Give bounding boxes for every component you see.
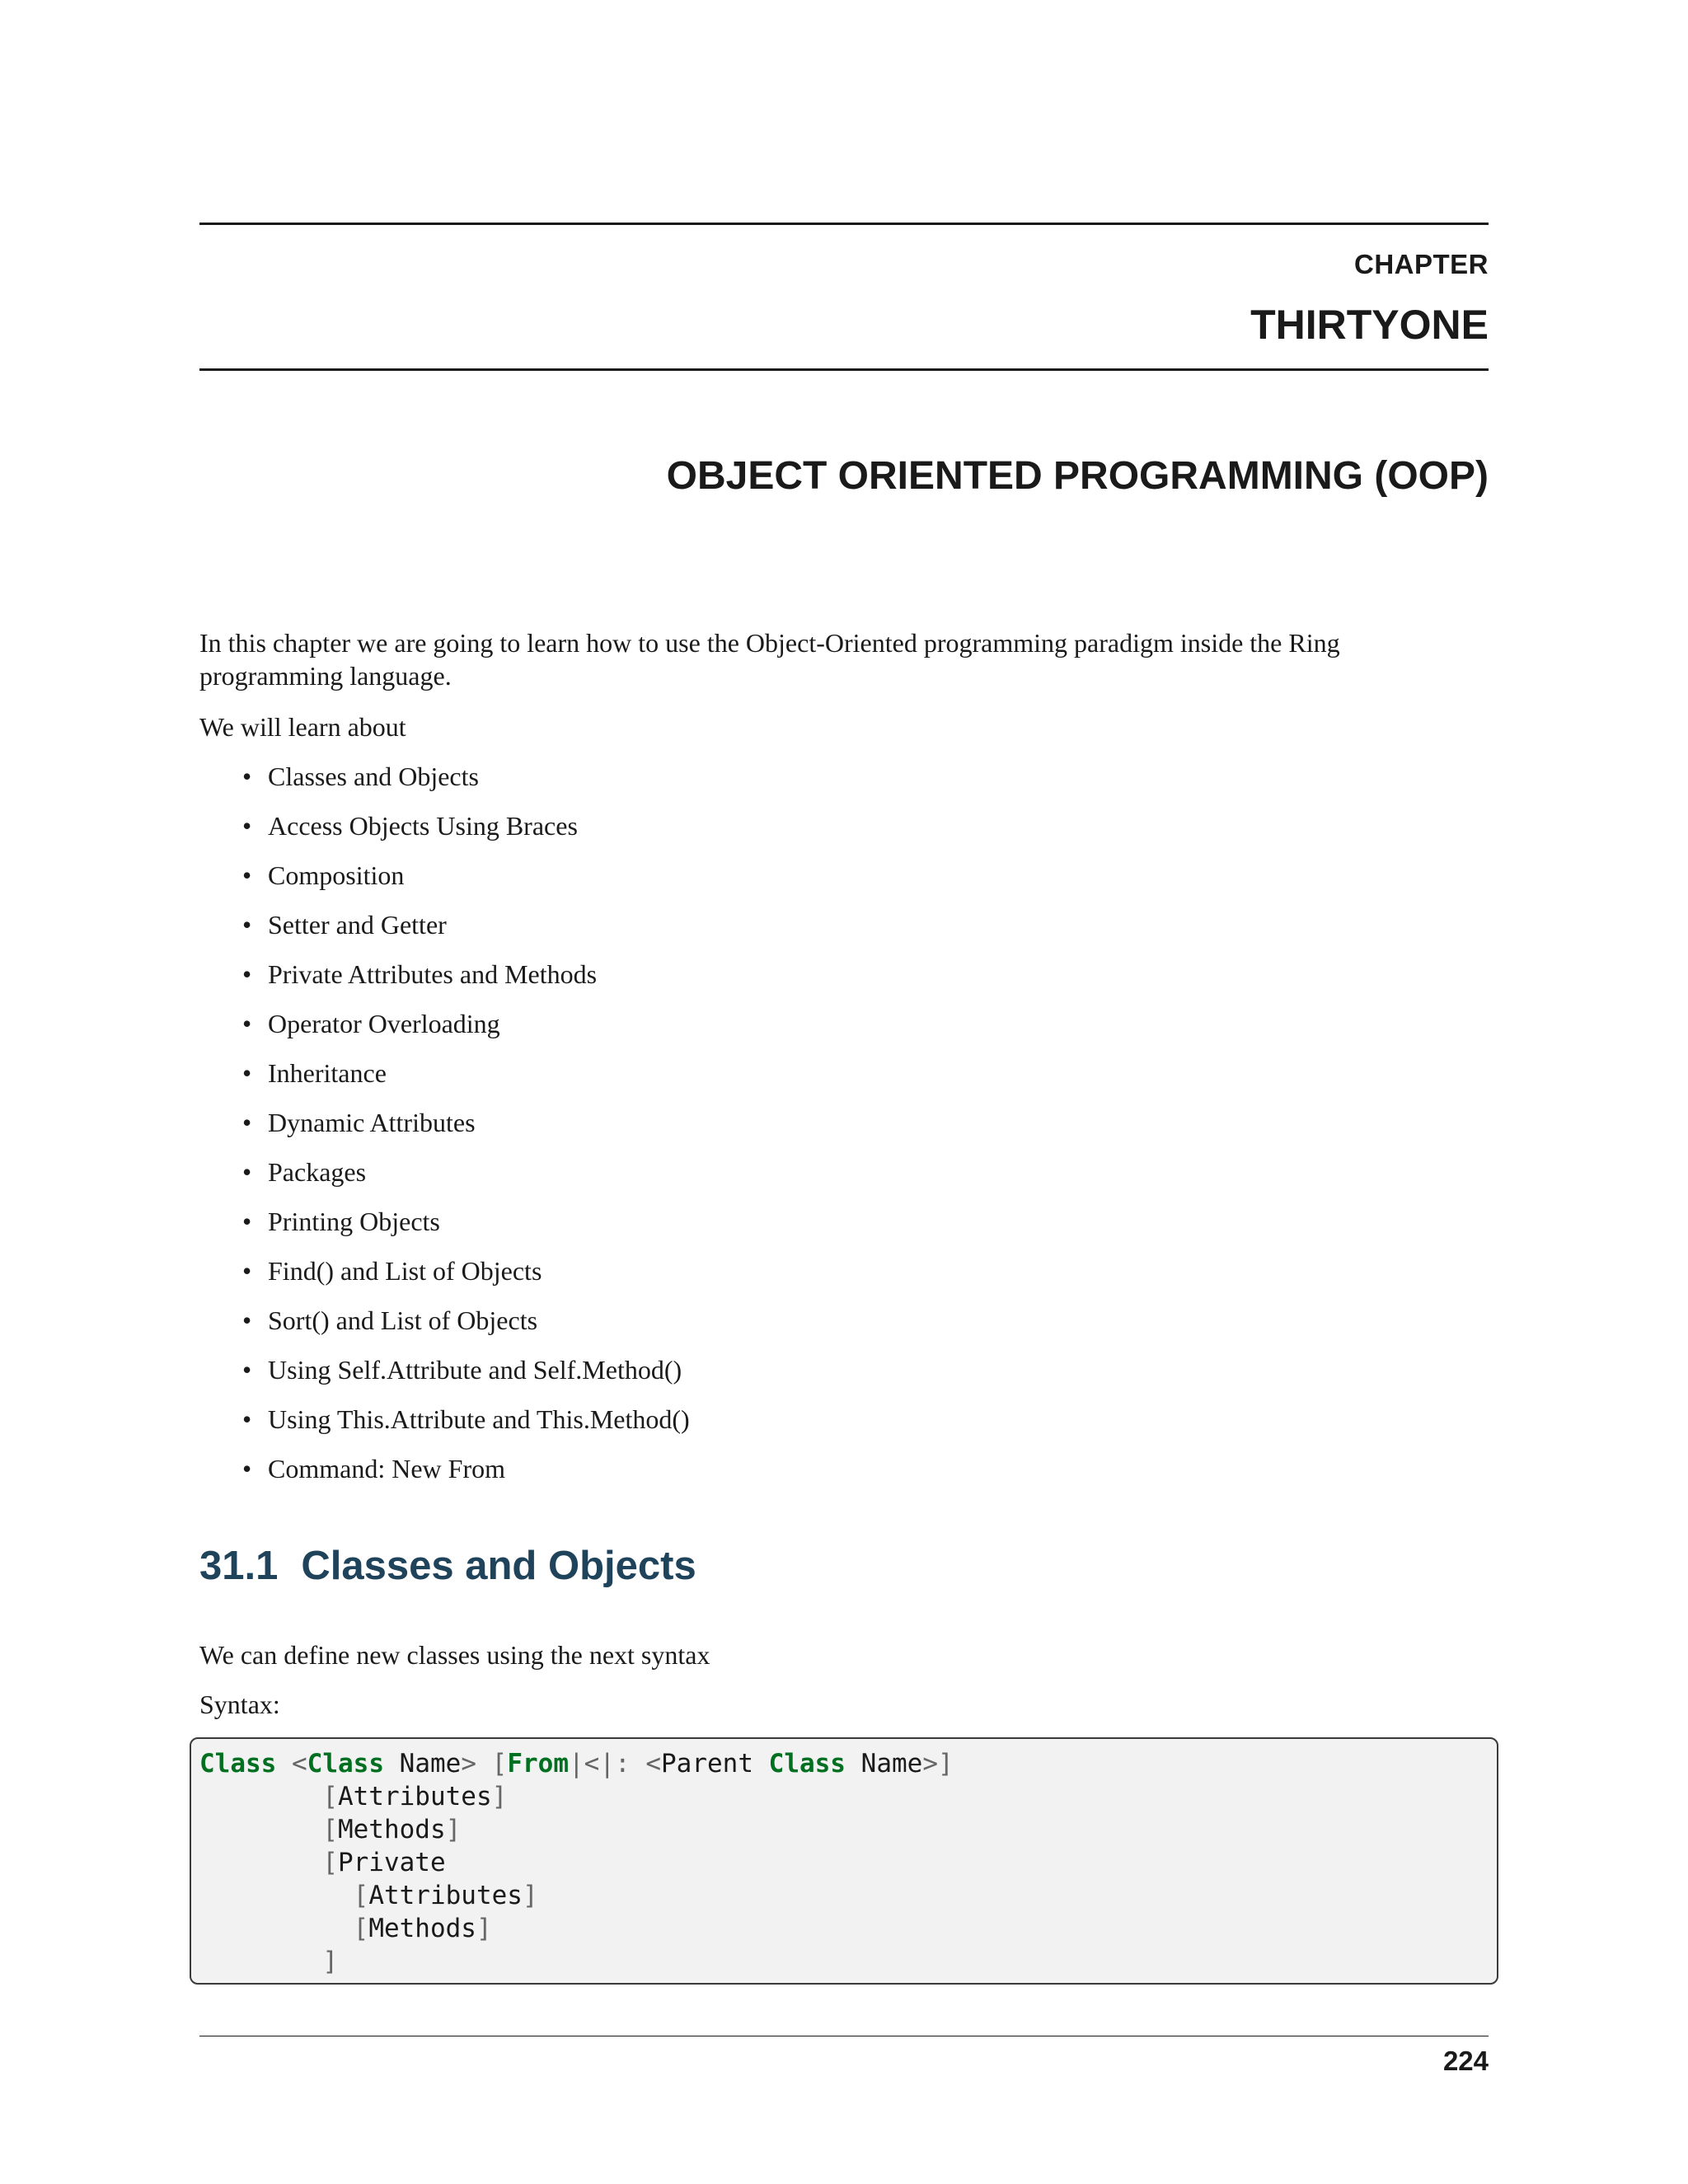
learn-label: We will learn about — [199, 712, 406, 742]
section-heading — [199, 1543, 696, 1589]
list-item: • Composition — [199, 859, 690, 908]
section-paragraph: We can define new classes using the next syntax — [199, 1640, 710, 1670]
chapter-label: CHAPTER — [1353, 249, 1489, 279]
list-item: • Inheritance — [199, 1057, 690, 1106]
list-item: • Access Objects Using Braces — [199, 809, 690, 859]
section-number: 31.1 — [199, 1544, 279, 1588]
code-text: Class <Class Name> [From|<|: <Parent Class Name>] [Attributes] [Methods] [Private [Attributes] [Methods] ] — [199, 1749, 954, 1976]
list-item: • Private Attributes and Methods — [199, 958, 690, 1007]
intro-paragraph: In this chapter we are going to learn how to use the Object-Oriented programming paradigm inside the Ring programming language. — [199, 628, 1340, 691]
code-block — [190, 1737, 1498, 1985]
list-item: • Using This.Attribute and This.Method() — [199, 1403, 690, 1452]
list-item: • Sort() and List of Objects — [199, 1304, 690, 1353]
list-item: • Classes and Objects — [199, 760, 690, 809]
chapter-number: THIRTYONE — [1250, 302, 1489, 348]
list-item: • Dynamic Attributes — [199, 1106, 690, 1155]
chapter-top-rule — [199, 223, 1489, 225]
list-item: • Printing Objects — [199, 1205, 690, 1254]
syntax-label: Syntax: — [199, 1690, 280, 1719]
list-item: • Command: New From — [199, 1452, 690, 1502]
list-item: • Using Self.Attribute and Self.Method() — [199, 1353, 690, 1403]
page-number: 224 — [1442, 2046, 1489, 2076]
topic-list — [199, 760, 690, 1502]
list-item: • Find() and List of Objects — [199, 1254, 690, 1304]
section-title: Classes and Objects — [301, 1544, 696, 1588]
list-item: • Setter and Getter — [199, 908, 690, 958]
chapter-bottom-rule — [199, 368, 1489, 371]
list-item: • Packages — [199, 1155, 690, 1205]
list-item: • Operator Overloading — [199, 1007, 690, 1057]
chapter-title: OBJECT ORIENTED PROGRAMMING (OOP) — [666, 454, 1489, 498]
